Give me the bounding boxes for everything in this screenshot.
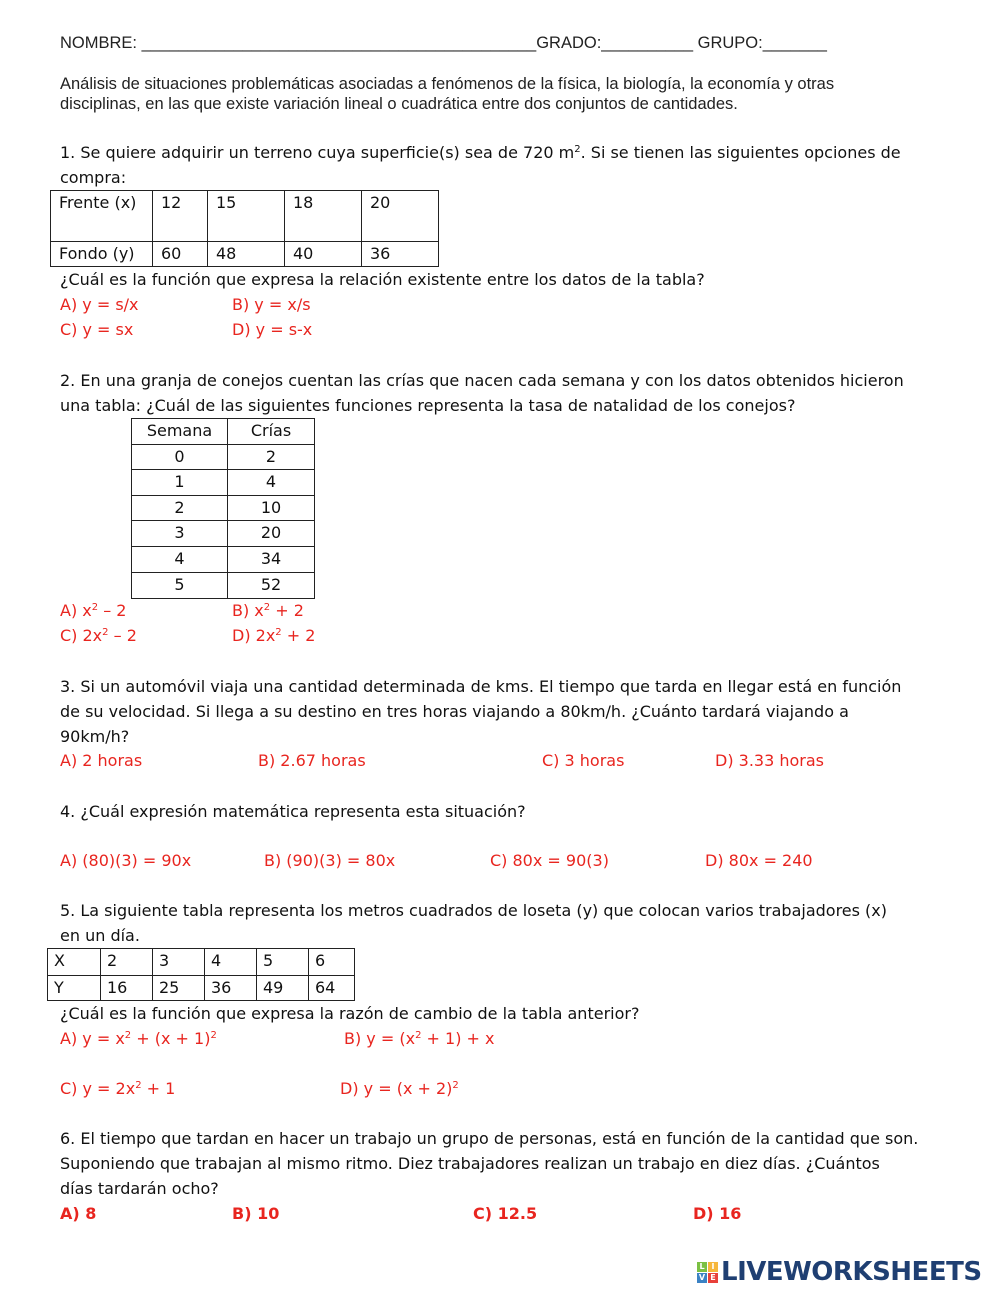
option-text: D) 2x <box>232 626 276 645</box>
superscript: 2 <box>415 1030 422 1041</box>
superscript: 2 <box>574 144 581 155</box>
option-text: A) y = x <box>60 1029 125 1048</box>
table-row <box>51 191 439 242</box>
table-cell: Frente (x) <box>51 191 153 242</box>
q1-text-part: 1. Se quiere adquirir un terreno cuya superficie(s) sea de 720 m <box>60 143 575 162</box>
option-text: + 2 <box>281 626 316 645</box>
question-3-text: de su velocidad. Si llega a su destino en tres horas viajando a 80km/h. ¿Cuánto tardará viajando a <box>60 702 849 721</box>
table-cell: 6 <box>309 949 355 976</box>
table-cell: Y <box>48 976 101 1001</box>
question-4-text: 4. ¿Cuál expresión matemática representa esta situación? <box>60 802 526 821</box>
table-cell: X <box>48 949 101 976</box>
logo-letter: I <box>708 1262 718 1272</box>
table-row <box>132 521 315 547</box>
table-header: Semana <box>132 419 228 445</box>
option-c[interactable] <box>60 626 137 646</box>
option-b[interactable]: B) y = x/s <box>232 295 311 314</box>
intro-line: Análisis de situaciones problemáticas asociadas a fenómenos de la física, la biología, la economía y otras <box>60 75 835 93</box>
grupo-field[interactable]: GRUPO:_______ <box>697 34 827 52</box>
option-a[interactable]: A) (80)(3) = 90x <box>60 851 192 870</box>
question-3-text: 3. Si un automóvil viaja una cantidad determinada de kms. El tiempo que tarda en llegar está en función <box>60 677 902 696</box>
table-cell: 20 <box>228 521 315 547</box>
table-cell: 48 <box>208 242 285 267</box>
table-cell: 40 <box>285 242 362 267</box>
table-row <box>132 470 315 496</box>
nombre-field[interactable]: NOMBRE: ___________________________________________ <box>60 34 537 52</box>
table-cell: 4 <box>205 949 257 976</box>
superscript: 2 <box>102 627 109 638</box>
question-5-text: 5. La siguiente tabla representa los metros cuadrados de loseta (y) que colocan varios trabajadores (x) <box>60 901 888 920</box>
table-row <box>48 976 355 1001</box>
table-cell: 1 <box>132 470 228 496</box>
q1-table <box>50 190 439 267</box>
option-d[interactable]: D) 3.33 horas <box>715 751 825 770</box>
student-info-header <box>60 33 827 53</box>
question-5-text: en un día. <box>60 926 140 945</box>
option-d[interactable]: D) 80x = 240 <box>705 851 813 870</box>
table-cell: 25 <box>153 976 205 1001</box>
table-cell: 3 <box>153 949 205 976</box>
option-a[interactable] <box>60 1029 217 1049</box>
question-1-text <box>60 143 901 163</box>
question-2-text: una tabla: ¿Cuál de las siguientes funciones representa la tasa de natalidad de los conejos? <box>60 396 796 415</box>
logo-icon <box>697 1262 718 1283</box>
table-row <box>132 547 315 573</box>
table-row <box>51 242 439 267</box>
table-cell: 15 <box>208 191 285 242</box>
option-a[interactable] <box>60 601 126 621</box>
table-cell: 0 <box>132 445 228 470</box>
option-a[interactable]: A) y = s/x <box>60 295 139 314</box>
option-d[interactable] <box>340 1079 459 1099</box>
table-cell: 2 <box>101 949 153 976</box>
option-text: – 2 <box>108 626 137 645</box>
table-cell: 49 <box>257 976 309 1001</box>
logo-letter: E <box>708 1273 718 1283</box>
table-header: Crías <box>228 419 315 445</box>
table-cell: 2 <box>132 496 228 521</box>
table-cell: Fondo (y) <box>51 242 153 267</box>
option-b[interactable] <box>232 601 304 621</box>
table-header-row <box>132 419 315 445</box>
table-row <box>132 445 315 470</box>
table-cell: 18 <box>285 191 362 242</box>
superscript: 2 <box>210 1030 217 1041</box>
option-a[interactable]: A) 8 <box>60 1204 97 1223</box>
option-d[interactable]: D) 16 <box>693 1204 742 1223</box>
question-6-text: Suponiendo que trabajan al mismo ritmo. Diez trabajadores realizan un trabajo en diez días. ¿Cuántos <box>60 1154 880 1173</box>
question-6-text: 6. El tiempo que tardan en hacer un trabajo un grupo de personas, está en función de la cantidad que son. <box>60 1129 919 1148</box>
table-cell: 60 <box>153 242 208 267</box>
table-cell: 4 <box>132 547 228 573</box>
option-text: + 1) + x <box>421 1029 495 1048</box>
question-5-prompt: ¿Cuál es la función que expresa la razón de cambio de la tabla anterior? <box>60 1004 640 1023</box>
table-cell: 4 <box>228 470 315 496</box>
question-6-text: días tardarán ocho? <box>60 1179 219 1198</box>
superscript: 2 <box>275 627 282 638</box>
option-text: C) y = 2x <box>60 1079 136 1098</box>
option-text: A) x <box>60 601 92 620</box>
option-c[interactable]: C) 3 horas <box>542 751 625 770</box>
table-cell: 36 <box>362 242 439 267</box>
q5-table <box>47 948 355 1001</box>
table-cell: 10 <box>228 496 315 521</box>
table-cell: 3 <box>132 521 228 547</box>
table-cell: 12 <box>153 191 208 242</box>
table-cell: 36 <box>205 976 257 1001</box>
option-b[interactable]: B) 10 <box>232 1204 280 1223</box>
option-text: C) 2x <box>60 626 103 645</box>
table-cell: 34 <box>228 547 315 573</box>
question-3-text: 90km/h? <box>60 727 130 746</box>
option-text: B) y = (x <box>344 1029 416 1048</box>
superscript: 2 <box>452 1080 459 1091</box>
option-b[interactable]: B) 2.67 horas <box>258 751 366 770</box>
grado-field[interactable]: GRADO:__________ <box>536 34 694 52</box>
logo-letter: V <box>698 1272 706 1282</box>
table-cell: 52 <box>228 573 315 599</box>
superscript: 2 <box>135 1080 142 1091</box>
intro-line: disciplinas, en las que existe variación lineal o cuadrática entre dos conjuntos de cantidades. <box>60 95 738 113</box>
option-d[interactable] <box>232 626 315 646</box>
option-text: + 2 <box>270 601 304 620</box>
table-row <box>132 496 315 521</box>
option-text: + (x + 1) <box>131 1029 211 1048</box>
option-c[interactable]: C) 80x = 90(3) <box>490 851 609 870</box>
table-cell: 16 <box>101 976 153 1001</box>
table-cell: 20 <box>362 191 439 242</box>
question-2-text: 2. En una granja de conejos cuentan las crías que nacen cada semana y con los datos obtenidos hicieron <box>60 371 904 390</box>
table-cell: 2 <box>228 445 315 470</box>
option-text: – 2 <box>98 601 127 620</box>
option-d[interactable]: D) y = s-x <box>232 320 313 339</box>
option-text: + 1 <box>141 1079 176 1098</box>
q2-table <box>131 418 315 599</box>
option-b[interactable] <box>344 1029 494 1049</box>
q1-text-part: . Si se tienen las siguientes opciones de <box>580 143 901 162</box>
logo-letter: L <box>697 1262 707 1272</box>
option-c[interactable] <box>60 1079 175 1099</box>
table-cell: 5 <box>132 573 228 599</box>
question-1-prompt: ¿Cuál es la función que expresa la relación existente entre los datos de la tabla? <box>60 270 705 289</box>
table-row <box>132 573 315 599</box>
option-a[interactable]: A) 2 horas <box>60 751 143 770</box>
table-cell: 64 <box>309 976 355 1001</box>
superscript: 2 <box>263 602 271 613</box>
question-1-text: compra: <box>60 168 127 187</box>
table-row <box>48 949 355 976</box>
option-c[interactable]: C) y = sx <box>60 320 134 339</box>
superscript: 2 <box>91 602 99 613</box>
liveworksheets-logo <box>697 1257 982 1287</box>
option-text: D) y = (x + 2) <box>340 1079 453 1098</box>
table-cell: 5 <box>257 949 309 976</box>
superscript: 2 <box>124 1030 132 1041</box>
option-text: B) x <box>232 601 264 620</box>
logo-text: LIVEWORKSHEETS <box>721 1257 982 1287</box>
option-b[interactable]: B) (90)(3) = 80x <box>264 851 396 870</box>
option-c[interactable]: C) 12.5 <box>473 1204 538 1223</box>
